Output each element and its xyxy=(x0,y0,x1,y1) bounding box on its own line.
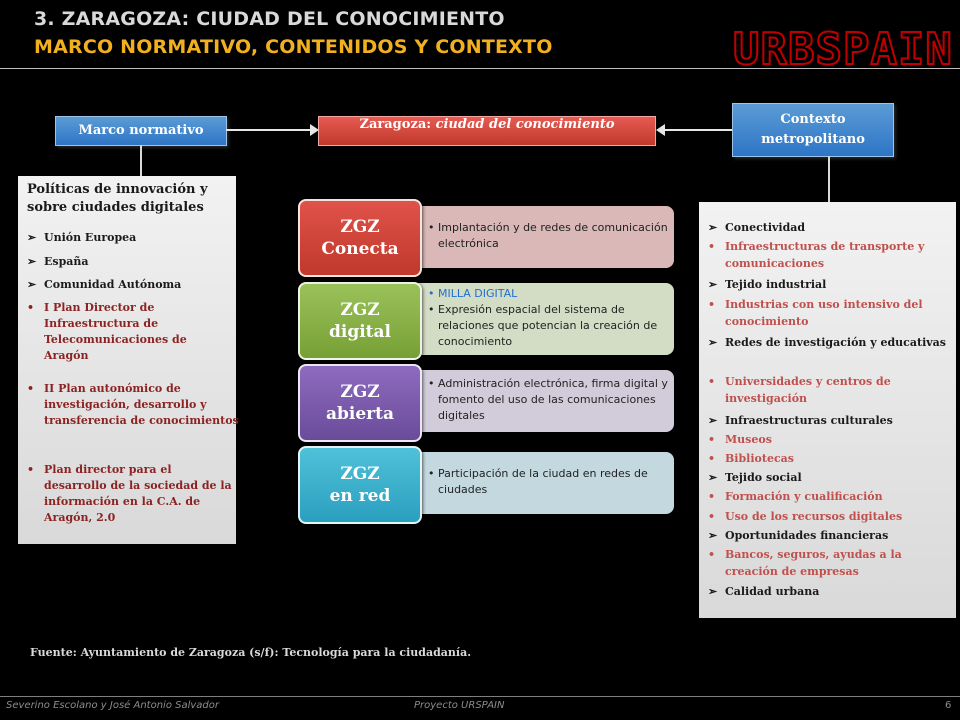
right-item: ➢ Tejido social xyxy=(708,471,802,484)
arrow-bullet-icon: ➢ xyxy=(708,471,718,484)
right-item: • Bancos, seguros, ayudas a la creación de empresas xyxy=(708,548,902,578)
zgz-digital-description: • MILLA DIGITAL • Expresión espacial del sistema de relaciones que potencian la creación de conocimiento xyxy=(398,283,674,355)
arrow-bullet-icon: ➢ xyxy=(708,221,718,234)
arrow-bullet-icon: ➢ xyxy=(27,231,37,244)
contexto-metropolitano-box xyxy=(732,103,894,157)
title-line-2: MARCO NORMATIVO, CONTENIDOS Y CONTEXTO xyxy=(34,36,553,58)
connector-right xyxy=(828,156,830,202)
arrow-left-to-center xyxy=(226,129,316,131)
arrow-bullet-icon: ➢ xyxy=(708,414,718,427)
right-item: • Bibliotecas xyxy=(708,452,794,465)
right-item: ➢ Tejido industrial xyxy=(708,278,827,291)
bullet-icon: • xyxy=(708,298,716,311)
left-panel-heading: Políticas de innovación y sobre ciudades digitales xyxy=(27,182,208,215)
arrow-right-to-center xyxy=(664,129,732,131)
zaragoza-box-italic: ciudad del conocimiento xyxy=(435,117,615,132)
left-item: • Plan director para el desarrollo de la sociedad de la información en la C.A. de Aragón, 2.0 xyxy=(27,463,232,524)
zgz-abierta-tile: ZGZ abierta xyxy=(298,364,422,442)
arrow-bullet-icon: ➢ xyxy=(708,529,718,542)
zaragoza-conocimiento-box xyxy=(318,116,656,146)
zgz-abierta-description: • Administración electrónica, firma digital y fomento del uso de las comunicaciones digitales xyxy=(398,370,674,432)
left-item: ➢ Comunidad Autónoma xyxy=(27,278,182,291)
connector-left xyxy=(140,145,142,177)
zaragoza-box-prefix: Zaragoza: xyxy=(359,117,436,132)
contexto-line-1: Contexto xyxy=(780,112,846,127)
left-item: ➢ Unión Europea xyxy=(27,231,137,244)
zgz-en-red-tile: ZGZ en red xyxy=(298,446,422,524)
right-item: • Uso de los recursos digitales xyxy=(708,510,903,523)
title-line-1: 3. ZARAGOZA: CIUDAD DEL CONOCIMIENTO xyxy=(34,8,505,30)
right-item: ➢ Calidad urbana xyxy=(708,585,820,598)
zgz-conecta-description: • Implantación y de redes de comunicación electrónica xyxy=(398,206,674,268)
bullet-icon: • xyxy=(708,375,716,388)
bullet-icon: • xyxy=(708,548,716,561)
bullet-icon: • xyxy=(428,467,435,480)
urbspain-logo: URBSPAIN xyxy=(733,24,953,75)
left-item: • I Plan Director de Infraestructura de Telecomunicaciones de Aragón xyxy=(27,301,187,362)
bullet-icon: • xyxy=(27,382,35,395)
page-number: 6 xyxy=(945,700,952,711)
right-item: • Formación y cualificación xyxy=(708,490,883,503)
contexto-line-2: metropolitano xyxy=(761,132,865,147)
bullet-icon: • xyxy=(708,433,716,446)
arrow-bullet-icon: ➢ xyxy=(708,585,718,598)
footer-authors: Severino Escolano y José Antonio Salvador xyxy=(6,700,219,711)
right-item: • Museos xyxy=(708,433,772,446)
bullet-icon: • xyxy=(428,377,435,390)
arrow-bullet-icon: ➢ xyxy=(27,278,37,291)
bullet-icon: • xyxy=(428,303,435,316)
footer-divider xyxy=(0,696,960,697)
zgz-conecta-tile: ZGZ Conecta xyxy=(298,199,422,277)
left-item: • II Plan autonómico de investigación, desarrollo y transferencia de conocimientos xyxy=(27,382,239,427)
right-item: ➢ Infraestructuras culturales xyxy=(708,414,893,427)
bullet-icon: • xyxy=(428,287,435,300)
arrow-bullet-icon: ➢ xyxy=(708,278,718,291)
right-item: • Infraestructuras de transporte y comunicaciones xyxy=(708,240,925,270)
arrow-bullet-icon: ➢ xyxy=(708,336,718,349)
right-item: • Industrias con uso intensivo del conocimiento xyxy=(708,298,923,328)
zgz-en-red-description: • Participación de la ciudad en redes de ciudades xyxy=(398,452,674,514)
left-item: ➢ España xyxy=(27,255,89,268)
right-item: ➢ Redes de investigación y educativas xyxy=(708,336,946,349)
right-item: • Universidades y centros de investigación xyxy=(708,375,891,405)
bullet-icon: • xyxy=(708,510,716,523)
zgz-digital-tile: ZGZ digital xyxy=(298,282,422,360)
bullet-icon: • xyxy=(27,463,35,476)
bullet-icon: • xyxy=(708,240,716,253)
source-note: Fuente: Ayuntamiento de Zaragoza (s/f): Tecnología para la ciudadanía. xyxy=(30,646,472,659)
bullet-icon: • xyxy=(27,301,35,314)
arrowhead-right-icon xyxy=(310,124,319,136)
marco-normativo-box: Marco normativo xyxy=(55,116,227,146)
bullet-icon: • xyxy=(708,452,716,465)
bullet-icon: • xyxy=(428,221,435,234)
right-item: ➢ Oportunidades financieras xyxy=(708,529,889,542)
arrowhead-left-icon xyxy=(656,124,665,136)
footer-project: Proyecto URSPAIN xyxy=(414,700,505,711)
right-item: ➢ Conectividad xyxy=(708,221,806,234)
bullet-icon: • xyxy=(708,490,716,503)
arrow-bullet-icon: ➢ xyxy=(27,255,37,268)
